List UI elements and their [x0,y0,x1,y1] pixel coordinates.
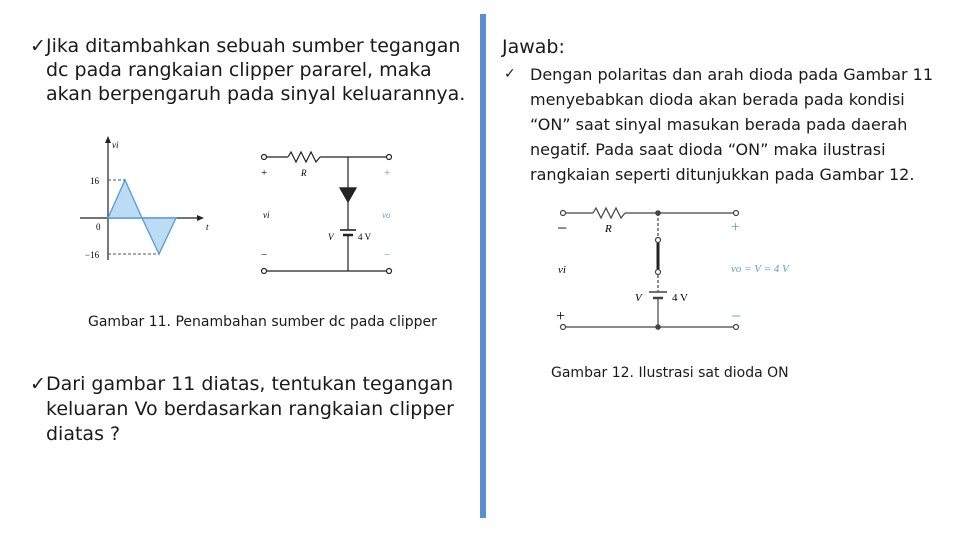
vo-label: vo = V = 4 V [731,263,789,275]
bullet-1-line-1: Jika ditambahkan sebuah sumber tegangan [46,35,461,57]
r-label: R [301,168,307,178]
positive-half-wave [108,180,142,218]
check-icon: ✓ [504,66,516,82]
answer-heading: Jawab: [502,36,565,58]
bullet-2-line-1: Dari gambar 11 diatas, tentukan tegangan [46,373,454,395]
diode [340,188,356,202]
check-icon: ✓ [30,35,46,57]
tick-neg16: −16 [85,250,100,260]
plus-left: + [556,308,566,325]
tick-16: 16 [90,176,99,186]
resistor-r [593,208,625,218]
bullet-2-line-3: diatas ? [46,423,121,445]
figure-12-caption: Gambar 12. Ilustrasi sat dioda ON [551,365,789,381]
figure-11 [70,130,410,280]
diode-on-circuit [561,208,742,330]
figure-11-caption: Gambar 11. Penambahan sumber dc pada clipper [88,314,437,330]
plus-right: + [384,167,391,179]
column-divider [480,14,486,518]
answer-line-1: Dengan polaritas dan arah dioda pada Gambar 11 [530,65,934,84]
plus-left: + [261,167,268,179]
minus-right: − [384,249,391,261]
volt-label: 4 V [358,232,372,242]
bullet-1-line-2: dc pada rangkaian clipper pararel, maka [46,59,432,81]
vi-label: vi [558,264,566,276]
clipper-circuit [262,152,392,274]
v-label: V [328,232,334,242]
answer-line-3: “ON” saat sinyal masukan berada pada daerah [530,115,908,134]
answer-line-4: negatif. Pada saat dioda “ON” maka ilustrasi [530,140,886,159]
bullet-2-line-2: keluaran Vo berdasarkan rangkaian clipper [46,398,454,420]
t-axis-label: t [206,222,209,232]
tick-0: 0 [96,222,101,232]
answer-line-5: rangkaian seperti ditunjukkan pada Gambar 12. [530,165,915,184]
volt-label: 4 V [672,292,688,304]
answer-line-2: menyebabkan dioda akan berada pada kondisi [530,90,905,109]
vo-label: vo [382,210,391,220]
negative-half-wave [142,218,176,254]
v-label: V [635,292,642,304]
minus-right: − [731,306,742,326]
resistor-r [288,152,320,162]
r-label: R [605,223,612,235]
bullet-1-line-3: akan berpengaruh pada sinyal keluarannya. [46,83,466,105]
vi-label: vi [263,210,270,220]
figure-12 [545,200,815,335]
minus-left: − [261,249,268,261]
plus-right: + [731,219,741,236]
minus-left: − [557,218,568,238]
vi-axis-label: vi [112,140,119,150]
check-icon: ✓ [30,373,46,395]
input-waveform-graph [80,136,209,260]
